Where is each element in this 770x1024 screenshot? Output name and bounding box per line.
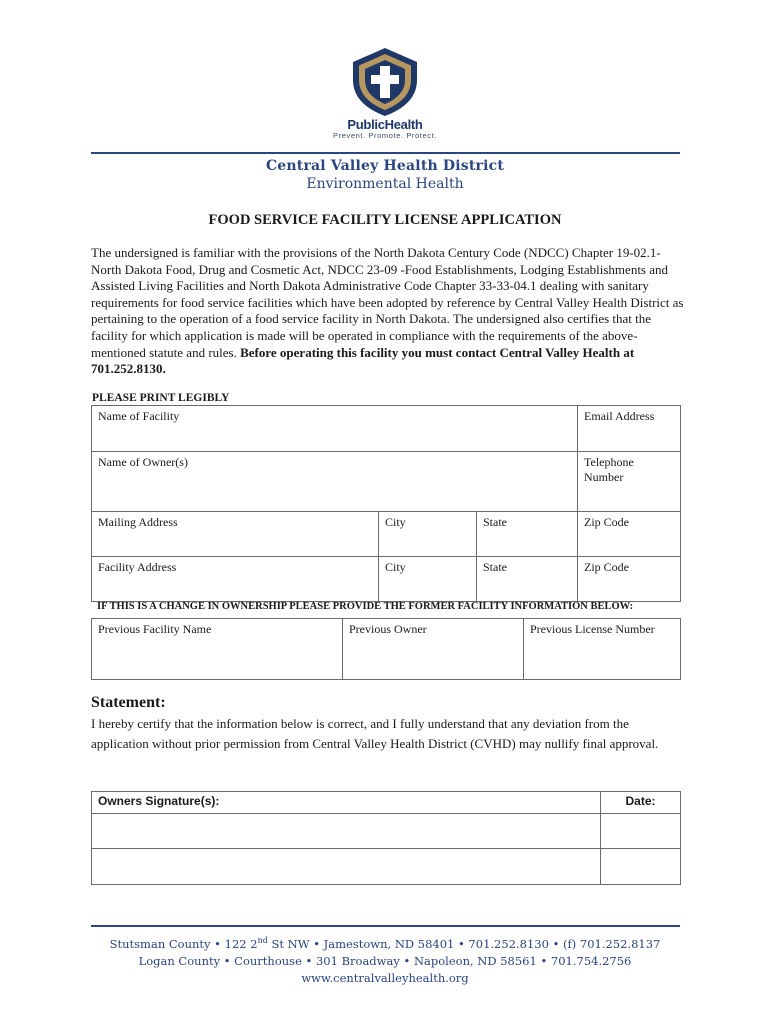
mailing-zip-field[interactable]: Zip Code (578, 512, 681, 557)
signature-field-1[interactable] (92, 814, 601, 849)
previous-facility-name-field[interactable]: Previous Facility Name (92, 619, 343, 680)
facility-zip-field[interactable]: Zip Code (578, 557, 681, 602)
print-legibly-notice: PLEASE PRINT LEGIBLY (92, 392, 230, 404)
previous-facility-table (91, 618, 681, 680)
statement-body: I hereby certify that the information below is correct, and I fully understand that any deviation from the application without prior permission from Central Valley Health District (CVHD) may nullify final approval. (91, 716, 659, 751)
form-title: FOOD SERVICE FACILITY LICENSE APPLICATION (208, 212, 562, 228)
footer-website-link[interactable]: www.centralvalleyhealth.org (301, 970, 469, 985)
district-name: Central Valley Health District (265, 158, 505, 174)
mailing-city-field[interactable]: City (379, 512, 477, 557)
footer-line1-part1: Stutsman County • 122 2 (109, 936, 258, 951)
facility-city-field[interactable]: City (379, 557, 477, 602)
header-rule (91, 152, 680, 154)
brand-name: PublicHealth (347, 117, 423, 132)
mailing-state-field[interactable]: State (477, 512, 578, 557)
date-label: Date: (601, 792, 681, 814)
email-address-field[interactable]: Email Address (578, 406, 681, 452)
department-name: Environmental Health (306, 176, 464, 192)
intro-contact-notice: Before operating this facility you must contact Central Valley Health at 701.252.8130. (91, 344, 635, 377)
footer-line1-ordinal: nd (257, 936, 268, 945)
date-field-1[interactable] (601, 814, 681, 849)
footer-contact (0, 932, 770, 987)
telephone-field[interactable]: Telephone Number (578, 452, 681, 512)
facility-info-table (91, 405, 681, 602)
footer-rule (91, 925, 680, 927)
signature-field-2[interactable] (92, 849, 601, 885)
previous-license-number-field[interactable]: Previous License Number (524, 619, 681, 680)
brand-tagline: Prevent. Promote. Protect. (333, 131, 437, 140)
signature-table (91, 791, 681, 885)
footer-line1-part2: St NW • Jamestown, ND 58401 • 701.252.8130 • (f) 701.252.8137 (267, 936, 661, 951)
owner-name-field[interactable]: Name of Owner(s) (92, 452, 578, 512)
intro-paragraph (91, 245, 691, 378)
ownership-change-banner: IF THIS IS A CHANGE IN OWNERSHIP PLEASE PROVIDE THE FORMER FACILITY INFORMATION BELOW: (97, 601, 634, 612)
footer-stutsman-line (0, 932, 770, 953)
facility-name-field[interactable]: Name of Facility (92, 406, 578, 452)
brand-wordmark (300, 117, 470, 140)
owners-signature-label: Owners Signature(s): (92, 792, 601, 814)
statement-heading: Statement: (91, 694, 166, 711)
facility-state-field[interactable]: State (477, 557, 578, 602)
mailing-address-field[interactable]: Mailing Address (92, 512, 379, 557)
facility-address-field[interactable]: Facility Address (92, 557, 379, 602)
document-header (0, 158, 770, 192)
previous-owner-field[interactable]: Previous Owner (343, 619, 524, 680)
intro-text: The undersigned is familiar with the provisions of the North Dakota Century Code (NDCC) Chapter 19-02.1-North Dakota Food, Drug and Cosmetic Act, NDCC 23-09 -Food Establishments, Lodging Establishments and Assisted Living Facilities and North Dakota Administrative Code Chapter 33-33-04.1 dealing with sanitary requirements for food service facilities which have been adopted by reference by Central Valley Health District as pertaining to the operation of a food service facility in North Dakota. The undersigned also certifies that the facility for which application is made will be operated in compliance with the requirements of the above-mentioned statute and rules. (91, 245, 684, 360)
date-field-2[interactable] (601, 849, 681, 885)
footer-logan-line: Logan County • Courthouse • 301 Broadway • Napoleon, ND 58561 • 701.754.2756 (138, 953, 632, 968)
public-health-shield-logo (351, 47, 419, 117)
